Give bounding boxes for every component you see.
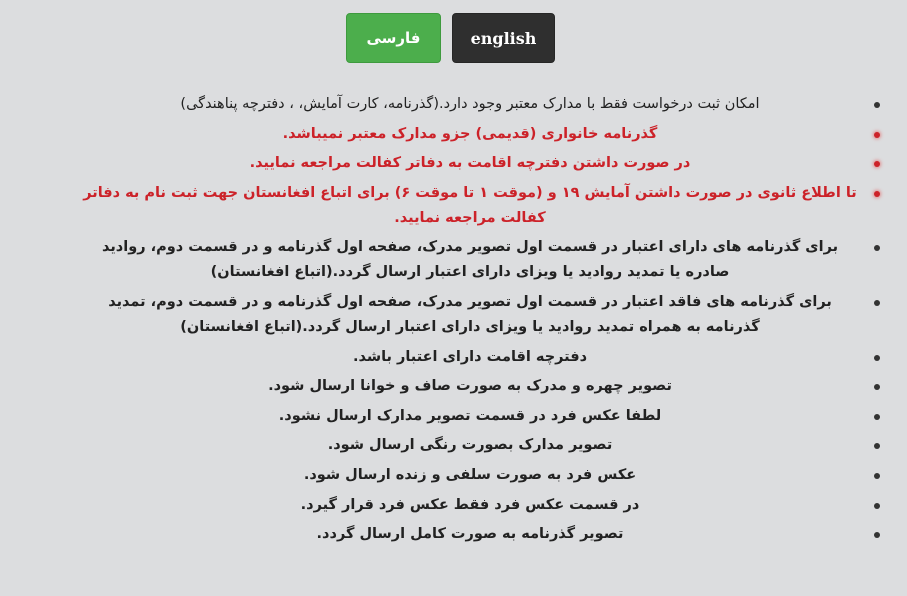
requirement-item bbox=[60, 463, 890, 488]
warning-item bbox=[60, 181, 890, 231]
bullet-icon bbox=[874, 414, 880, 420]
requirement-item bbox=[60, 493, 890, 518]
bullet-icon bbox=[874, 300, 880, 306]
bullet-icon bbox=[874, 161, 880, 167]
requirement-text: تصویر چهره و مدرک به صورت صاف و خوانا ارسال شود. bbox=[268, 378, 672, 395]
warning-item bbox=[60, 122, 890, 147]
requirement-item bbox=[60, 404, 890, 429]
bullet-icon bbox=[874, 102, 880, 108]
requirement-item bbox=[60, 433, 890, 458]
requirement-text: لطفا عکس فرد در قسمت تصویر مدارک ارسال نشود. bbox=[278, 407, 662, 424]
requirement-item bbox=[60, 522, 890, 547]
requirement-text: در قسمت عکس فرد فقط عکس فرد قرار گیرد. bbox=[300, 496, 640, 513]
requirement-item bbox=[60, 290, 890, 340]
bullet-icon bbox=[874, 355, 880, 361]
requirement-text: دفترچه اقامت دارای اعتبار باشد. bbox=[352, 348, 588, 365]
bullet-icon bbox=[874, 191, 880, 197]
requirement-item bbox=[60, 92, 890, 117]
bullet-icon bbox=[874, 532, 880, 538]
requirement-text: برای گذرنامه های فاقد اعتبار در قسمت اول تصویر مدرک، صفحه اول گذرنامه و در قسمت دوم، تمدید گذرنامه به همراه تمدید روادید یا ویزای دارای اعتبار ارسال گردد.(اتباع افغانستان) bbox=[108, 293, 832, 335]
english-language-button[interactable]: english bbox=[452, 13, 555, 63]
bullet-icon bbox=[874, 245, 880, 251]
farsi-language-button[interactable]: فارسی bbox=[346, 13, 441, 63]
requirement-text: تصویر گذرنامه به صورت کامل ارسال گردد. bbox=[316, 526, 624, 543]
warning-text: تا اطلاع ثانوی در صورت داشتن آمایش ۱۹ و (موقت ۱ تا موقت ۶) برای اتباع افغانستان جهت ثبت نام به دفاتر کفالت مراجعه نمایید. bbox=[83, 184, 857, 226]
bullet-icon bbox=[874, 443, 880, 449]
requirement-item bbox=[60, 345, 890, 370]
warning-item bbox=[60, 151, 890, 176]
requirement-item bbox=[60, 235, 890, 285]
requirement-text: برای گذرنامه های دارای اعتبار در قسمت اول تصویر مدرک، صفحه اول گذرنامه و در قسمت دوم، روادید صادره یا تمدید روادید یا ویزای دارای اعتبار ارسال گردد.(اتباع افغانستان) bbox=[101, 239, 839, 281]
requirement-text: امکان ثبت درخواست فقط با مدارک معتبر وجود دارد.(گذرنامه، کارت آمایش، ، دفترچه پناهندگی) bbox=[180, 96, 760, 112]
bullet-icon bbox=[874, 132, 880, 138]
bullet-icon bbox=[874, 473, 880, 479]
requirements-list bbox=[60, 92, 890, 552]
bullet-icon bbox=[874, 384, 880, 390]
warning-text: در صورت داشتن دفترچه اقامت به دفاتر کفالت مراجعه نمایید. bbox=[249, 155, 691, 172]
language-switcher bbox=[346, 13, 555, 63]
bullet-icon bbox=[874, 503, 880, 509]
requirement-item bbox=[60, 374, 890, 399]
warning-text: گذرنامه خانواری (قدیمی) جزو مدارک معتبر نمیباشد. bbox=[282, 125, 658, 142]
requirement-text: عکس فرد به صورت سلفی و زنده ارسال شود. bbox=[303, 466, 637, 483]
requirement-text: تصویر مدارک بصورت رنگی ارسال شود. bbox=[327, 437, 613, 454]
